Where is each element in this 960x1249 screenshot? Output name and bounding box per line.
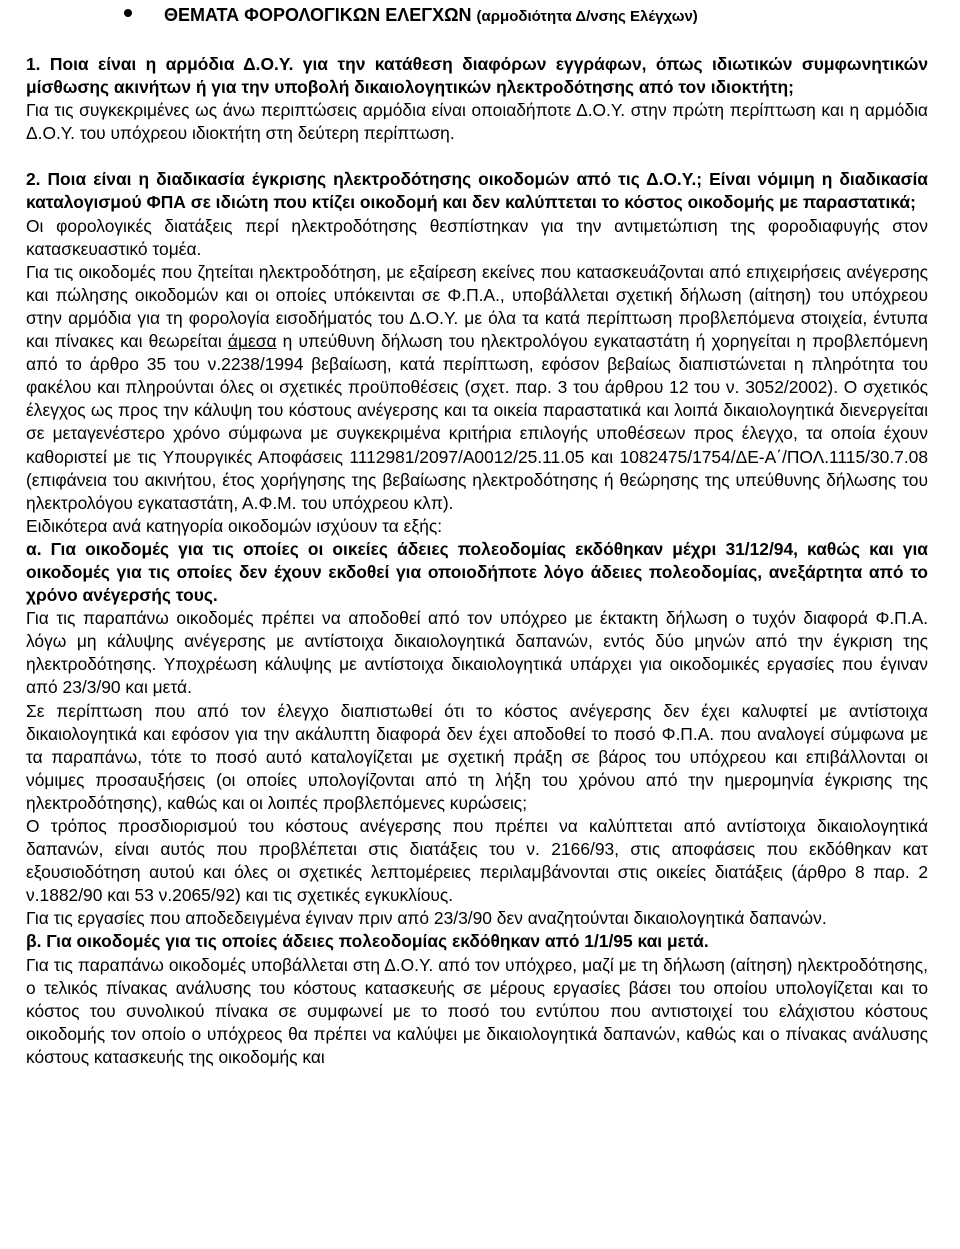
- category-beta-heading: β. Για οικοδομές για τις οποίες άδειες πολεοδομίας εκδόθηκαν από 1/1/95 και μετά.: [26, 931, 709, 952]
- answer-2-paragraph-2: [26, 261, 928, 515]
- answer-2-paragraph-1: Οι φορολογικές διατάξεις περί ηλεκτροδότησης θεσπίστηκαν για την αντιμετώπιση της φοροδιαφυγής στον κατασκευαστικό τομέα.: [26, 215, 928, 259]
- category-alpha-heading: α. Για οικοδομές για τις οποίες οι οικείες άδειες πολεοδομίας εκδόθηκαν μέχρι 31/12/94, καθώς και για οικοδομές για τις οποίες δεν έχουν εκδοθεί για οποιοδήποτε λόγο άδειες πολεοδομίας, ανεξάρτητα από το χρόνο ανέγερσής τους.: [26, 538, 928, 606]
- question-1: 1. Ποια είναι η αρμόδια Δ.Ο.Υ. για την κατάθεση διαφόρων εγγράφων, όπως ιδιωτικών συμφωνητικών μίσθωσης ακινήτων ή για την υποβολή δικαιολογητικών ηλεκτροδότησης από τον ιδιοκτήτη;: [26, 54, 928, 98]
- bullet-icon: [124, 9, 132, 17]
- paragraph-2-text-start: Για τις οικοδομές που ζητείται ηλεκτροδότηση, με εξαίρεση εκείνες που κατασκευάζονται από επιχειρήσεις ανέγερσης και πώλησης οικοδομών και οι οποίες υπόκεινται σε Φ.Π.Α., υποβάλλεται σχετική δήλωση (αίτηση) του υπόχρεου στην αρμόδια για τη φορολογία εισοδήματός του Δ.Ο.Υ. με όλα τα κατά περίπτωση προβλεπόμενα στοιχεία, έντυπα και πίνακες και θεωρείται: [26, 261, 928, 352]
- answer-1: Για τις συγκεκριμένες ως άνω περιπτώσεις αρμόδια είναι οποιαδήποτε Δ.Ο.Υ. στην πρώτη περίπτωση και η αρμόδια Δ.Ο.Υ. του υπόχρεου ιδιοκτήτη στη δεύτερη περίπτωση.: [26, 100, 928, 144]
- page-heading: [26, 0, 928, 30]
- category-beta-paragraph-1: Για τις παραπάνω οικοδομές υποβάλλεται στη Δ.Ο.Υ. από τον υπόχρεο, μαζί με τη δήλωση (αίτηση) ηλεκτροδότησης, ο τελικός πίνακας ανάλυσης του κόστους κατασκευής σε μέρους εργασίες βάσει του οποίου υπολογίζεται και το κόστος του συνολικού πίνακα σε συμφωνεί με το ποσό του εντύπου που αντιστοιχεί του ελάχιστου κόστους οικοδομής τον οποίο ο υπόχρεος θα πρέπει να καλύψει με δικαιολογητικά δαπανών, καθώς και ο πίνακας ανάλυσης κόστους κατασκευής της οικοδομής και: [26, 954, 928, 1067]
- paragraph-2-underlined-word: άμεσα: [227, 331, 277, 352]
- category-alpha-paragraph-2: Σε περίπτωση που από τον έλεγχο διαπιστωθεί ότι το κόστος ανέγερσης δεν έχει καλυφτεί με αντίστοιχα δικαιολογητικά και εφόσον για την ακάλυπτη διαφορά δεν έχει αποδοθεί το ποσό Φ.Π.Α. που αναλογεί σύμφωνα με τα παραπάνω, τότε το ποσό αυτό καταλογίζεται με σχετική πράξη σε βάρος του υπόχρεου και επιβάλλονται οι νόμιμες προσαυξήσεις (οι οποίες υπολογίζονται από τη λήξη του χρόνου από την ημερομηνία έγκρισης της ηλεκτροδότησης), καθώς και οι λοιπές προβλεπόμενες κυρώσεις;: [26, 700, 928, 813]
- category-alpha-paragraph-3: Ο τρόπος προσδιορισμού του κόστους ανέγερσης που πρέπει να καλύπτεται από αντίστοιχα δικαιολογητικά δαπανών, είναι αυτός που προβλέπεται στις διατάξεις του ν. 2166/93, στις αποφάσεις που εκδόθηκαν κατ εξουσιοδότηση αυτού και όλες οι σχετικές λεπτομέρειες περιλαμβάνονται στις οικείες διατάξεις (άρθρο 8 παρ. 2 ν.1882/90 και 53 ν.2065/92) και τις σχετικές εγκυκλίους.: [26, 816, 928, 906]
- category-alpha-paragraph-1: Για τις παραπάνω οικοδομές πρέπει να αποδοθεί από τον υπόχρεο με έκτακτη δήλωση ο τυχόν διαφορά Φ.Π.Α. λόγω μη κάλυψης ανέγερσης με αντίστοιχα δικαιολογητικά δαπανών, εντός δύο μηνών από την έγκριση της ηλεκτροδότησης. Υποχρέωση κάλυψης με αντίστοιχα δικαιολογητικά υπάρχει για οικοδομικές εργασίες που έγιναν από 23/3/90 και μετά.: [26, 608, 928, 698]
- category-alpha-paragraph-4: Για τις εργασίες που αποδεδειγμένα έγιναν πριν από 23/3/90 δεν αναζητούνται δικαιολογητικά δαπανών.: [26, 908, 827, 929]
- heading-title: ΘΕΜΑΤΑ ΦΟΡΟΛΟΓΙΚΩΝ ΕΛΕΓΧΩΝ: [164, 5, 472, 25]
- answer-2-paragraph-3: Ειδικότερα ανά κατηγορία οικοδομών ισχύουν τα εξής:: [26, 515, 443, 536]
- heading-subtitle: (αρμοδιότητα Δ/νσης Ελέγχων): [476, 8, 698, 25]
- question-2: 2. Ποια είναι η διαδικασία έγκρισης ηλεκτροδότησης οικοδομών από τις Δ.Ο.Υ.; Είναι νόμιμη η διαδικασία καταλογισμού ΦΠΑ σε ιδιώτη που κτίζει οικοδομή και δεν καλύπτεται το κόστος οικοδομής με παραστατικά;: [26, 169, 928, 213]
- spacer: [26, 145, 928, 168]
- paragraph-2-text-end: η υπεύθυνη δήλωση του ηλεκτρολόγου εγκαταστάτη ή χορηγείται η προβλεπόμενη από το άρθρο 35 του ν.2238/1994 βεβαίωση, κατά περίπτωση, εφόσον βεβαίως διαπιστώνεται η πληρότητα του φακέλου και πληρούνται όλες οι σχετικές προϋποθέσεις (σχετ. παρ. 3 του άρθρου 12 του ν. 3052/2002). Ο σχετικός έλεγχος ως προς την κάλυψη του κόστους ανέγερσης και τα οικεία παραστατικά και λοιπά δικαιολογητικά διενεργείται σε μεταγενέστερο χρόνο σύμφωνα με συγκεκριμένα κριτήρια επιλογής υποθέσεων προς έλεγχο, τα οποία έχουν καθοριστεί με τις Υπουργικές Αποφάσεις 1112981/2097/Α0012/25.11.05 και 1082475/1754/ΔΕ-Α΄/ΠΟΛ.1115/30.7.08 (επιφάνεια του ακινήτου, έτος χορήγησης της βεβαίωσης ηλεκτροδότησης ή θεώρησης της υπεύθυνης δήλωσης του ηλεκτρολόγου εγκαταστάτη, Α.Φ.Μ. του υπόχρεου κλπ).: [26, 331, 928, 513]
